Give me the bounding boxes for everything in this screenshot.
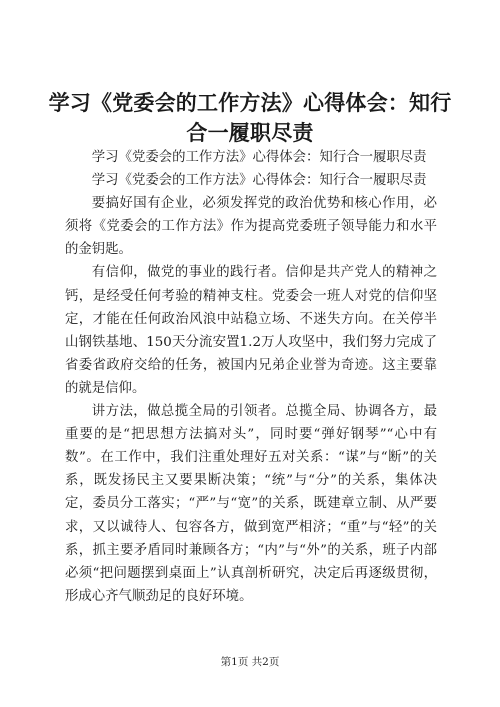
body-paragraph: 讲方法，做总揽全局的引领者。总揽全局、协调各方，最重要的是“把思想方法搞对头”，同时要“弹好钢琴”“心中有数”。在工作中，我们注重处理好五对关系：“谋”与“断”的关系，既发扬民主又要果断决策；“统”与“分”的关系，集体决定，委员分工落实；“严”与“宽”的关系，既建章立制、从严要求，又以诚待人、包容各方，做到宽严相济；“重”与“轻”的关系，抓主要矛盾同时兼顾各方；“内”与“外”的关系，班子内部必须“把问题摆到桌面上”认真剖析研究，决定后再逐级贯彻，形成心齐气顺劲足的良好环境。 [65,404,437,604]
body-paragraph: 有信仰，做党的事业的践行者。信仰是共产党人的精神之钙，是经受任何考验的精神支柱。党委会一班人对党的信仰坚定，才能在任何政治风浪中站稳立场、不迷失方向。在关停半山钢铁基地、150天分流安置1.2万人攻坚中，我们努力完成了省委省政府交给的任务，被国内兄弟企业誉为奇迹。这主要靠的就是信仰。 [65,265,437,396]
subtitle-line: 学习《党委会的工作方法》心得体会：知行合一履职尽责 [91,173,427,189]
document-title: 学习《党委会的工作方法》心得体会：知行合一履职尽责 [48,91,452,145]
body-paragraph: 要搞好国有企业，必须发挥党的政治优势和核心作用，必须将《党委会的工作方法》作为提高党委班子领导能力和水平的金钥匙。 [65,196,437,258]
page-number-footer: 第1页 共2页 [220,656,280,668]
subtitle-line: 学习《党委会的工作方法》心得体会：知行合一履职尽责 [91,150,427,165]
document-body [65,146,437,608]
